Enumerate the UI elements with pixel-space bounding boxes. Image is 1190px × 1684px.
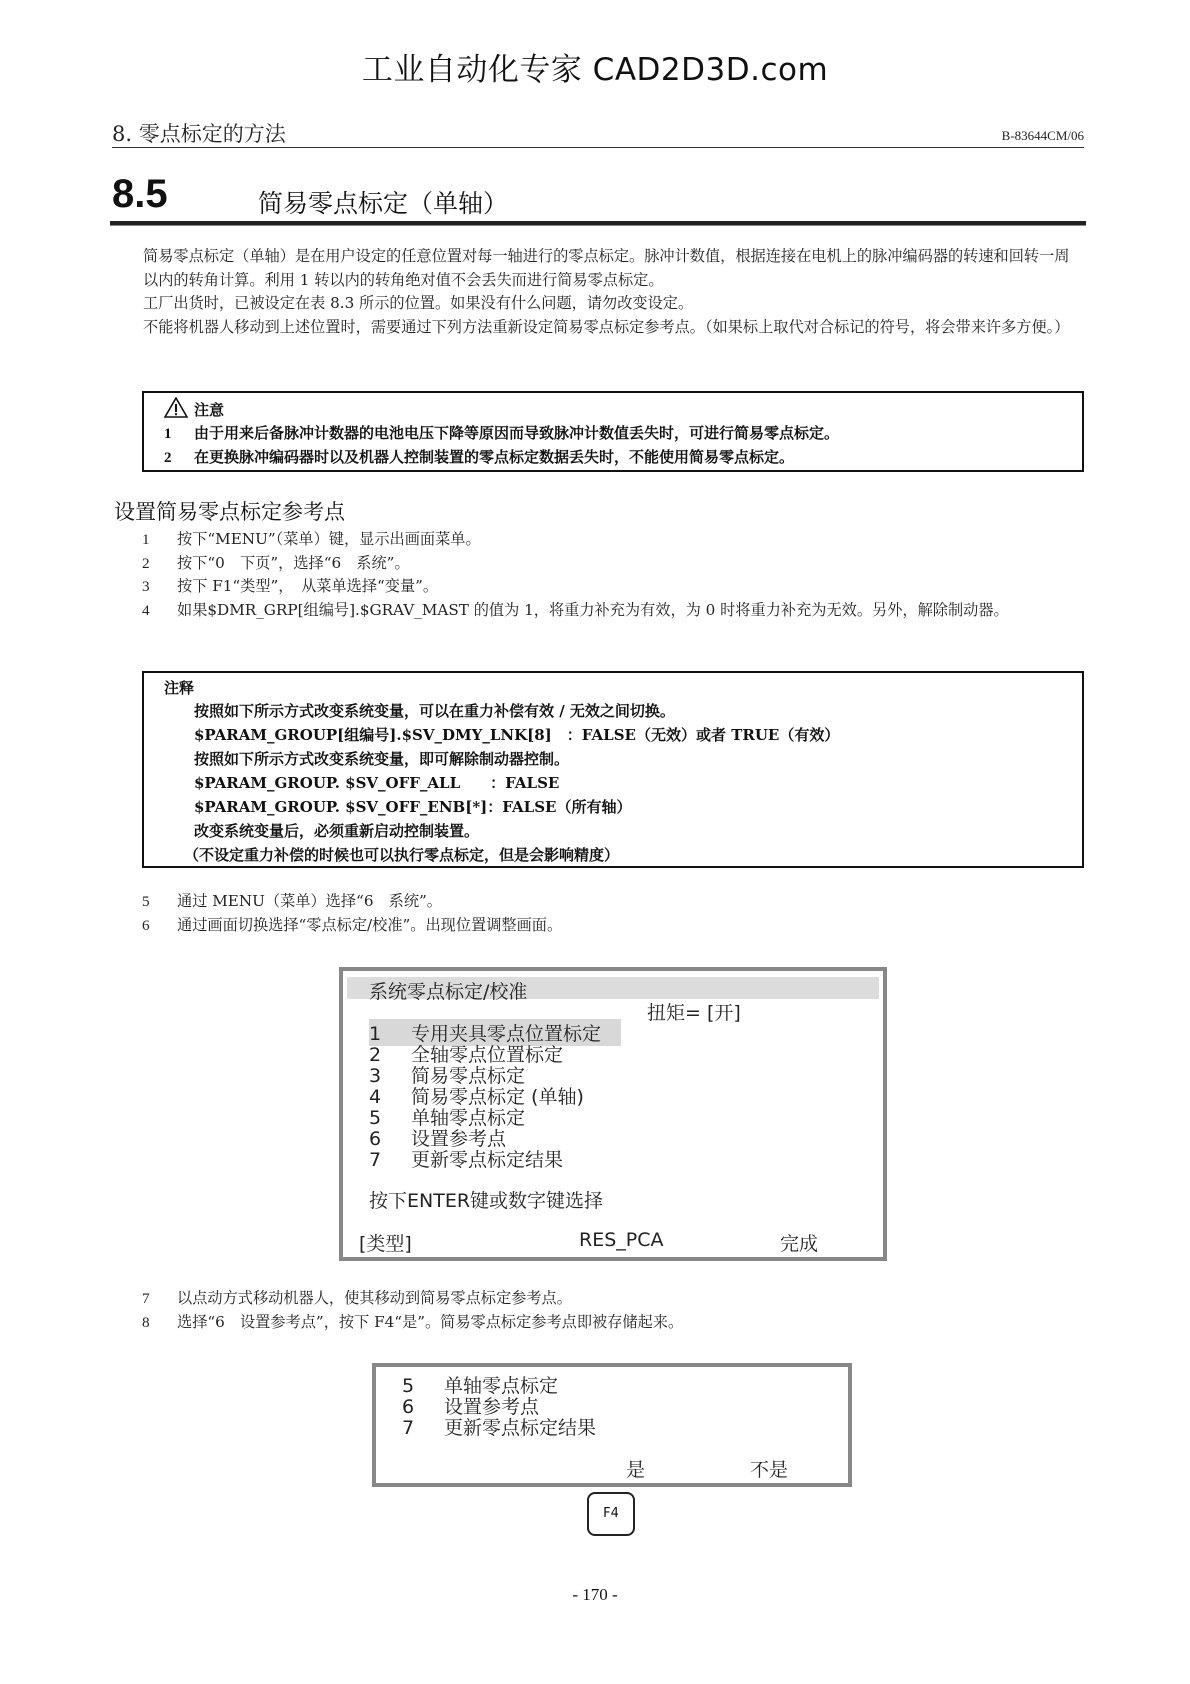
intro-text [143,245,1083,339]
menu-item-number: 5 [369,1107,382,1129]
step-item [142,1311,1084,1335]
subheading: 设置简易零点标定参考点 [114,500,345,524]
menu-item-number: 7 [402,1417,415,1439]
step-item [142,528,1084,552]
step-text: 以点动方式移动机器人，使其移动到简易零点标定参考点。 [177,1289,572,1307]
caution-item-number: 2 [164,450,172,466]
chapter-header: 8. 零点标定的方法 [112,122,286,146]
caution-title [164,397,224,420]
set-reference-screen [372,1363,852,1487]
section-title: 简易零点标定（单轴） [258,189,509,218]
softkey-done[interactable]: 完成 [780,1233,819,1255]
step-text: 如果$DMR_GRP[组编号].$GRAV_MAST 的值为 1，将重力补充为有效，为 0 时将重力补充为无效。另外，解除制动器。 [177,600,1009,619]
menu-item-label: 设置参考点 [444,1396,540,1418]
step-text: 通过画面切换选择“零点标定/校准”。出现位置调整画面。 [177,915,563,934]
intro-paragraph: 简易零点标定（单轴）是在用户设定的任意位置对每一轴进行的零点标定。脉冲计数值，根据连接在电机上的脉冲编码器的转速和回转一周以内的转角计算。利用 1 转以内的转角绝对值不会丢失而进行简易零点标定。 [143,247,1070,289]
note-title: 注释 [164,679,195,697]
menu-item-number: 1 [369,1023,382,1045]
step-number: 7 [142,1290,150,1307]
step-text: 按下“MENU”（菜单）键，显示出画面菜单。 [177,530,481,548]
softkey-no[interactable]: 不是 [750,1459,789,1481]
note-line: （不设定重力补偿的时候也可以执行零点标定，但是会影响精度） [184,846,620,864]
intro-paragraph: 不能将机器人移动到上述位置时，需要通过下列方法重新设定简易零点标定参考点。（如果标上取代对合标记的符号，将会带来许多方便。） [143,317,1070,336]
f4-key[interactable]: F4 [587,1492,635,1536]
softkey-res-pca[interactable]: RES_PCA [579,1229,664,1251]
intro-paragraph: 工厂出货时，已被设定在表 8.3 所示的位置。如果没有什么问题，请勿改变设定。 [143,294,694,312]
menu-item-label: 设置参考点 [411,1128,507,1150]
screen-title: 系统零点标定/校准 [369,981,528,1003]
menu-item-7[interactable] [402,1413,596,1440]
caution-item [164,446,794,467]
section-divider [110,221,1086,226]
note-box [142,671,1084,868]
menu-item-number: 6 [369,1128,382,1150]
menu-item-number: 4 [369,1086,382,1108]
selection-prompt: 按下ENTER键或数字键选择 [369,1190,604,1212]
note-line: 改变系统变量后，必须重新启动控制装置。 [194,822,480,840]
menu-item-label: 单轴零点标定 [411,1107,526,1129]
watermark-title: 工业自动化专家 CAD2D3D.com [361,52,829,88]
step-text: 通过 MENU（菜单）选择“6 系统”。 [177,892,442,910]
menu-item-label: 专用夹具零点位置标定 [411,1023,602,1045]
note-line: 按照如下所示方式改变系统变量，即可解除制动器控制。 [194,750,570,768]
menu-item-label: 全轴零点位置标定 [411,1044,564,1066]
step-item [142,890,1084,914]
caution-title-text: 注意 [194,401,225,419]
calibration-screen [339,967,887,1261]
note-line: $PARAM_GROUP[组编号].$SV_DMY_LNK[8] ：FALSE（无效）或者 TRUE（有效） [194,726,840,744]
menu-item-number: 7 [369,1149,382,1171]
step-number: 4 [142,601,150,619]
step-number: 8 [142,1313,150,1331]
step-text: 按下“0 下页”，选择“6 系统”。 [177,553,410,572]
menu-item-number: 5 [402,1375,415,1397]
step-item [142,599,1084,623]
steps-list-a [142,528,1084,622]
page-number: - 170 - [572,1585,618,1604]
step-item [142,552,1084,576]
document-code: B-83644CM/06 [1001,128,1084,143]
torque-status: 扭矩= [开] [647,1002,741,1024]
menu-item-label: 单轴零点标定 [444,1375,559,1397]
step-number: 1 [142,531,150,548]
note-line: 按照如下所示方式改变系统变量，可以在重力补偿有效 / 无效之间切换。 [194,702,675,720]
step-text: 选择“6 设置参考点”，按下 F4“是”。简易零点标定参考点即被存储起来。 [177,1312,684,1331]
caution-item [164,422,839,443]
steps-list-c [142,1287,1084,1334]
warning-icon [164,397,188,418]
step-text: 按下 F1“类型”， 从菜单选择“变量”。 [177,577,439,595]
note-line: $PARAM_GROUP. $SV_OFF_ALL ：FALSE [194,774,560,792]
step-number: 6 [142,916,150,934]
header-divider [112,147,1084,148]
softkey-yes[interactable]: 是 [626,1459,646,1481]
caution-item-text: 在更换脉冲编码器时以及机器人控制装置的零点标定数据丢失时，不能使用简易零点标定。 [194,448,795,466]
step-number: 2 [142,554,150,572]
menu-item-7[interactable] [369,1145,563,1172]
menu-item-label: 更新零点标定结果 [411,1149,564,1171]
menu-item-number: 6 [402,1396,415,1418]
menu-item-label: 更新零点标定结果 [444,1417,597,1439]
step-item [142,575,1084,599]
menu-item-label: 简易零点标定 (单轴) [411,1086,584,1108]
menu-item-number: 3 [369,1065,382,1087]
menu-item-label: 简易零点标定 [411,1065,526,1087]
steps-list-b [142,890,1084,937]
caution-box [142,391,1084,472]
caution-item-text: 由于用来后备脉冲计数器的电池电压下降等原因而导致脉冲计数值丢失时，可进行简易零点标定。 [194,424,840,442]
step-item [142,1287,1084,1311]
step-number: 3 [142,578,150,595]
softkey-type[interactable]: [类型] [359,1233,412,1255]
section-number: 8.5 [112,172,168,216]
step-item [142,914,1084,938]
caution-item-number: 1 [164,426,172,442]
step-number: 5 [142,893,150,910]
menu-item-number: 2 [369,1044,382,1066]
note-line: $PARAM_GROUP. $SV_OFF_ENB[*]：FALSE（所有轴） [194,798,632,816]
